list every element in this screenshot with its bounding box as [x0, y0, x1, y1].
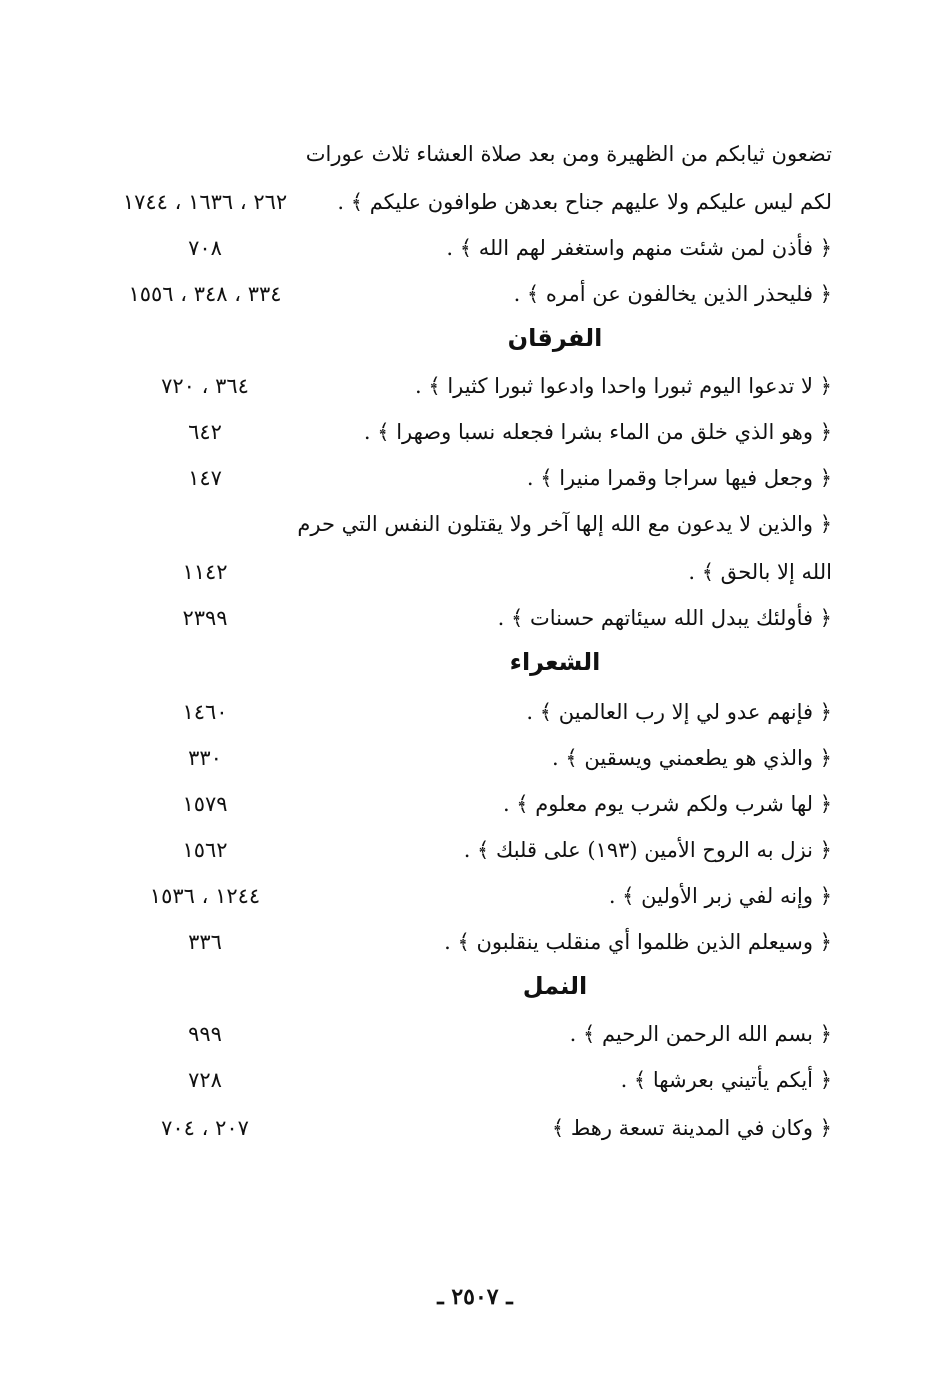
surah-heading-text: النمل	[522, 972, 588, 1000]
reference-numbers: ٢٦٢ ، ١٦٣٦ ، ١٧٤٤	[122, 190, 288, 214]
reference-numbers: ١٥٦٢	[182, 838, 228, 862]
reference-numbers: ١٤٦٠	[182, 700, 228, 724]
reference-numbers: ٣٦٤ ، ٧٢٠	[161, 374, 249, 398]
index-line	[0, 1012, 950, 1056]
verse-text: ﴿ فإنهم عدو لي إلا رب العالمين ﴾ .	[526, 700, 832, 724]
reference-numbers: ٢٣٩٩	[182, 606, 228, 630]
index-line	[0, 596, 950, 640]
verse-text: ﴿ فليحذر الذين يخالفون عن أمره ﴾ .	[513, 282, 832, 306]
index-line	[0, 690, 950, 734]
reference-numbers: ٢٠٧ ، ٧٠٤	[161, 1116, 249, 1140]
verse-text: ﴿ وجعل فيها سراجا وقمرا منيرا ﴾ .	[526, 466, 832, 490]
index-line	[0, 132, 950, 176]
index-line	[0, 180, 950, 224]
verse-text: ﴿ وسيعلم الذين ظلموا أي منقلب ينقلبون ﴾ .	[444, 930, 832, 954]
verse-text: ﴿ لا تدعوا اليوم ثبورا واحدا وادعوا ثبورا كثيرا ﴾ .	[415, 374, 832, 398]
reference-numbers: ٩٩٩	[188, 1022, 222, 1046]
verse-text: ﴿ فأذن لمن شئت منهم واستغفر لهم الله ﴾ .	[446, 236, 832, 260]
verse-text: الله إلا بالحق ﴾ .	[688, 560, 832, 584]
verse-text: ﴿ وهو الذي خلق من الماء بشرا فجعله نسبا وصهرا ﴾ .	[363, 420, 832, 444]
index-line	[0, 1106, 950, 1150]
reference-numbers: ٣٣٦	[188, 930, 222, 954]
verse-text: ﴿ والذين لا يدعون مع الله إلها آخر ولا يقتلون النفس التي حرم	[297, 512, 832, 536]
index-line	[0, 272, 950, 316]
index-line	[0, 456, 950, 500]
verse-text: ﴿ وإنه لفي زبر الأولين ﴾ .	[608, 884, 832, 908]
verse-text: ﴿ أيكم يأتيني بعرشها ﴾ .	[620, 1068, 832, 1092]
verse-text: تضعون ثيابكم من الظهيرة ومن بعد صلاة العشاء ثلاث عورات	[305, 142, 832, 166]
reference-numbers: ٣٣٠	[188, 746, 222, 770]
index-line	[0, 550, 950, 594]
verse-text: ﴿ فأولئك يبدل الله سيئاتهم حسنات ﴾ .	[497, 606, 832, 630]
reference-numbers: ٦٤٢	[188, 420, 222, 444]
index-line	[0, 874, 950, 918]
verse-text: ﴿ وكان في المدينة تسعة رهط ﴾	[551, 1116, 832, 1140]
surah-heading-text: الشعراء	[509, 648, 601, 676]
index-line	[0, 502, 950, 546]
index-line	[0, 364, 950, 408]
reference-numbers: ١٤٧	[188, 466, 222, 490]
index-line	[0, 782, 950, 826]
reference-numbers: ١١٤٢	[182, 560, 228, 584]
index-line	[0, 828, 950, 872]
surah-heading-naml	[0, 966, 950, 1006]
surah-heading-shuara	[0, 642, 950, 682]
verse-text: لكم ليس عليكم ولا عليهم جناح بعدهن طوافون عليكم ﴾ .	[337, 190, 832, 214]
index-line	[0, 410, 950, 454]
reference-numbers: ١٥٧٩	[182, 792, 228, 816]
reference-numbers: ٣٣٤ ، ٣٤٨ ، ١٥٥٦	[128, 282, 282, 306]
verse-text: ﴿ لها شرب ولكم شرب يوم معلوم ﴾ .	[502, 792, 832, 816]
index-line	[0, 226, 950, 270]
verse-text: ﴿ والذي هو يطعمني ويسقين ﴾ .	[552, 746, 832, 770]
surah-heading-furqan	[0, 318, 950, 358]
verse-text: ﴿ نزل به الروح الأمين (١٩٣) على قلبك ﴾ .	[463, 838, 832, 862]
reference-numbers: ٧٠٨	[188, 236, 222, 260]
verse-text: ﴿ بسم الله الرحمن الرحيم ﴾ .	[569, 1022, 832, 1046]
reference-numbers: ٧٢٨	[188, 1068, 222, 1092]
index-line	[0, 920, 950, 964]
page-number: ـ ٢٥٠٧ ـ	[437, 1284, 513, 1310]
index-line	[0, 1058, 950, 1102]
index-line	[0, 736, 950, 780]
reference-numbers: ١٢٤٤ ، ١٥٣٦	[149, 884, 261, 908]
surah-heading-text: الفرقان	[507, 324, 603, 352]
